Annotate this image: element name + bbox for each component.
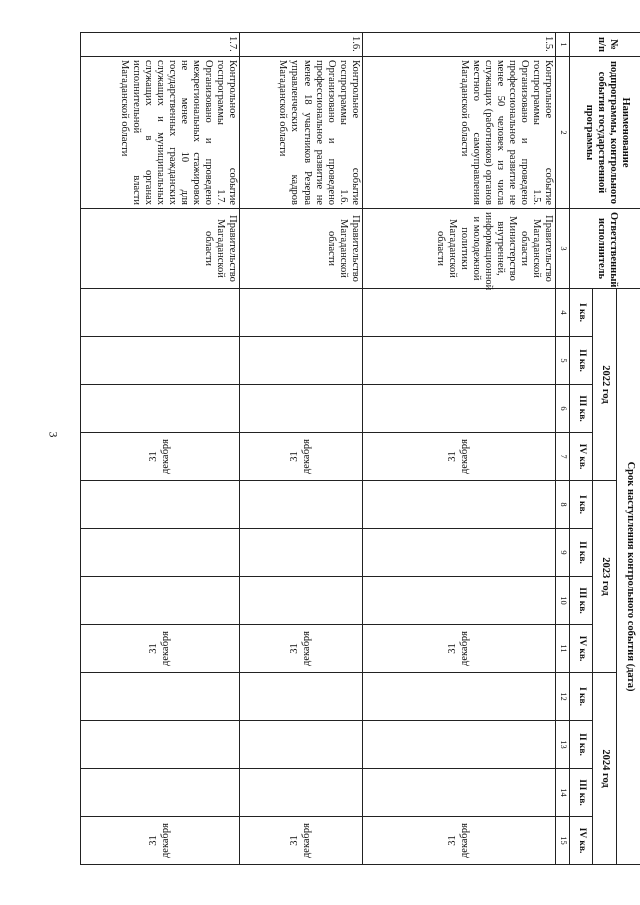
date-value: 31 декабря — [289, 630, 313, 667]
date-value: 31 декабря — [446, 438, 470, 475]
quarter-date-cell — [240, 529, 362, 577]
control-events-table — [80, 32, 640, 865]
quarter-date-cell — [240, 385, 362, 433]
date-value: 31 декабря — [446, 630, 470, 667]
quarter-date-cell — [240, 817, 362, 865]
quarter-date-cell — [81, 529, 240, 577]
date-value: 31 декабря — [148, 823, 172, 859]
column-number: 12 — [556, 673, 570, 721]
page-number: 3 — [46, 431, 61, 438]
quarter-date-cell — [362, 337, 555, 385]
quarter-date-cell — [362, 625, 555, 673]
column-number: 6 — [556, 385, 570, 433]
header-quarter: I кв. — [570, 289, 593, 337]
quarter-date-cell — [362, 529, 555, 577]
row-number: 1.7. — [81, 33, 240, 57]
event-name: Контрольное событие госпрограммы 1.7. Организовано и проведено межрегиональных стажировок не менее 10 для государственных гражданских служащих и муниципальных служащих в органах исполнительной власти Магаданской области — [81, 57, 240, 209]
quarter-date-cell — [240, 625, 362, 673]
header-num: № п/п — [570, 33, 640, 57]
quarter-date-cell — [81, 769, 240, 817]
column-number: 14 — [556, 769, 570, 817]
column-number: 4 — [556, 289, 570, 337]
quarter-date-cell — [362, 769, 555, 817]
header-quarter: III кв. — [570, 385, 593, 433]
column-number: 11 — [556, 625, 570, 673]
header-quarter: IV кв. — [570, 625, 593, 673]
quarter-date-cell — [240, 577, 362, 625]
column-number: 7 — [556, 433, 570, 481]
header-quarter: III кв. — [570, 769, 593, 817]
row-number: 1.6. — [240, 33, 362, 57]
column-number: 13 — [556, 721, 570, 769]
quarter-date-cell — [240, 673, 362, 721]
date-value: 31 декабря — [289, 438, 313, 475]
responsible-executor: Правительство Магаданской области — [81, 209, 240, 289]
event-name: Контрольное событие госпрограммы 1.5. Организовано и проведено профессиональное развитие не менее 50 человек из числа служащих (работников) органов местного самоуправления Магаданской области — [362, 57, 555, 209]
quarter-date-cell — [81, 721, 240, 769]
quarter-date-cell — [81, 385, 240, 433]
header-quarter: I кв. — [570, 481, 593, 529]
quarter-date-cell — [362, 673, 555, 721]
column-number: 3 — [556, 209, 570, 289]
quarter-date-cell — [362, 385, 555, 433]
table-row — [240, 33, 362, 865]
header-quarter: IV кв. — [570, 817, 593, 865]
header-period: Срок наступления контрольного события (дата) — [616, 289, 640, 865]
quarter-date-cell — [81, 673, 240, 721]
header-year-2023: 2023 год — [593, 481, 616, 673]
header-quarter: III кв. — [570, 577, 593, 625]
header-name: Наименование подпрограммы, контрольного события государственной программы — [570, 57, 640, 209]
responsible-executor: Правительство Магаданской области — [240, 209, 362, 289]
column-number: 15 — [556, 817, 570, 865]
quarter-date-cell — [81, 481, 240, 529]
date-value: 31 декабря — [148, 438, 172, 475]
column-number: 10 — [556, 577, 570, 625]
header-year-2024: 2024 год — [593, 673, 616, 865]
row-number: 1.5. — [362, 33, 555, 57]
table-row — [362, 33, 555, 865]
quarter-date-cell — [240, 481, 362, 529]
date-value: 31 декабря — [148, 630, 172, 667]
column-number: 1 — [556, 33, 570, 57]
quarter-date-cell — [81, 433, 240, 481]
quarter-date-cell — [362, 481, 555, 529]
header-quarter: II кв. — [570, 721, 593, 769]
header-quarter: II кв. — [570, 529, 593, 577]
quarter-date-cell — [240, 769, 362, 817]
header-quarter: II кв. — [570, 337, 593, 385]
quarter-date-cell — [240, 721, 362, 769]
quarter-date-cell — [81, 817, 240, 865]
quarter-date-cell — [362, 577, 555, 625]
responsible-executor: Правительство Магаданской области Министерство внутренней, информационной и молодежной политики Магаданской области — [362, 209, 555, 289]
header-quarter: I кв. — [570, 673, 593, 721]
column-number-row — [556, 33, 570, 865]
quarter-date-cell — [362, 433, 555, 481]
table-body — [81, 33, 556, 865]
quarter-date-cell — [81, 625, 240, 673]
date-value: 31 декабря — [446, 823, 470, 859]
column-number: 9 — [556, 529, 570, 577]
quarter-date-cell — [240, 433, 362, 481]
event-name: Контрольное событие госпрограммы 1.6. Организовано и проведено профессиональное развитие не менее 18 участников Резерва управленческих кадров Магаданской области — [240, 57, 362, 209]
quarter-date-cell — [362, 721, 555, 769]
quarter-date-cell — [240, 289, 362, 337]
quarter-date-cell — [81, 289, 240, 337]
quarter-date-cell — [81, 337, 240, 385]
column-number: 2 — [556, 57, 570, 209]
quarter-date-cell — [362, 289, 555, 337]
quarter-date-cell — [240, 337, 362, 385]
header-quarter: IV кв. — [570, 433, 593, 481]
date-value: 31 декабря — [289, 823, 313, 859]
header-executor: Ответственный исполнитель — [570, 209, 640, 289]
quarter-date-cell — [362, 817, 555, 865]
column-number: 8 — [556, 481, 570, 529]
header-year-2022: 2022 год — [593, 289, 616, 481]
rotated-table-sheet — [80, 32, 640, 862]
column-number: 5 — [556, 337, 570, 385]
quarter-date-cell — [81, 577, 240, 625]
table-row — [81, 33, 240, 865]
